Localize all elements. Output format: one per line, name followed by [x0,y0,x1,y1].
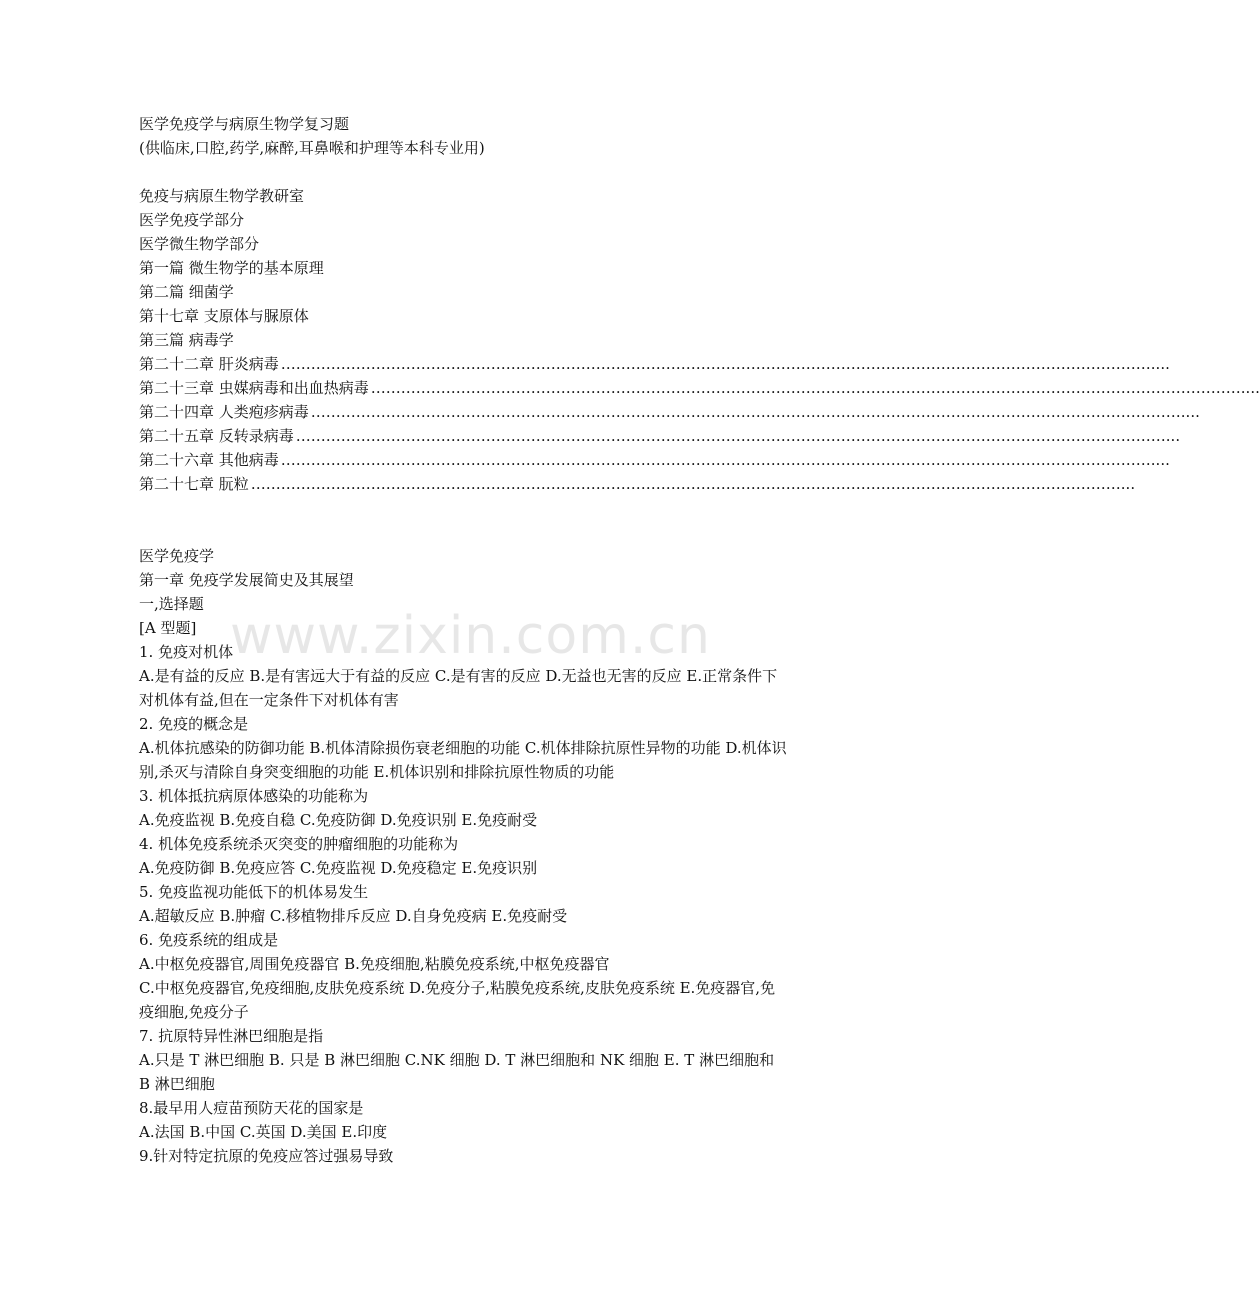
part-microbiology: 医学微生物学部分 [139,235,260,253]
outline-chapter-17: 第十七章 支原体与脲原体 [139,307,309,325]
toc-entry-24 [139,400,1200,424]
question-4: 4. 机体免疫系统杀灭突变的肿瘤细胞的功能称为 [139,835,459,853]
question-7-options: A.只是 T 淋巴细胞 B. 只是 B 淋巴细胞 C.NK 细胞 D. T 淋巴细胞和 NK 细胞 E. T 淋巴细胞和 B 淋巴细胞 [139,1051,775,1093]
spacer [139,496,787,544]
document-page [139,112,1260,1168]
doc-subtitle: (供临床,口腔,药学,麻醉,耳鼻喉和护理等本科专业用) [139,139,485,157]
question-2-options: A.机体抗感染的防御功能 B.机体清除损伤衰老细胞的功能 C.机体排除抗原性异物的功能 D.机体识别,杀灭与清除自身突变细胞的功能 E.机体识别和排除抗原性物质的功能 [139,739,787,781]
outline-part-2: 第二篇 细菌学 [139,283,234,301]
question-5-options: A.超敏反应 B.肿瘤 C.移植物排斥反应 D.自身免疫病 E.免疫耐受 [139,907,568,925]
doc-title: 医学免疫学与病原生物学复习题 [139,115,350,133]
section-title: 医学免疫学 [139,547,215,565]
question-6-options-cde: C.中枢免疫器官,免疫细胞,皮肤免疫系统 D.免疫分子,粘膜免疫系统,皮肤免疫系统 E.免疫器官,免疫细胞,免疫分子 [139,979,776,1021]
question-7: 7. 抗原特异性淋巴细胞是指 [139,1027,324,1045]
toc-end: .. [1160,355,1170,373]
question-type-heading: [A 型题] [139,619,197,637]
toc-end: .. [1250,379,1260,397]
toc-end: .. [1190,403,1200,421]
toc-label: 第二十七章 朊粒 [139,475,249,493]
toc-entry-23 [139,376,1260,400]
outline-part-3: 第三篇 病毒学 [139,331,234,349]
toc-leader: ………………………………………………………………………………………………………………………………………………………….. [295,427,1176,445]
question-3-options: A.免疫监视 B.免疫自稳 C.免疫防御 D.免疫识别 E.免疫耐受 [139,811,538,829]
question-part-heading: 一,选择题 [139,595,204,613]
toc-entry-27 [139,472,1136,496]
question-8: 8.最早用人痘苗预防天花的国家是 [139,1099,364,1117]
toc-leader: ………………………………………………………………………………………………………………………………………………………….. [280,355,1161,373]
department-name: 免疫与病原生物学教研室 [139,187,305,205]
toc-label: 第二十四章 人类疱疹病毒 [139,403,309,421]
question-6-options-ab: A.中枢免疫器官,周围免疫器官 B.免疫细胞,粘膜免疫系统,中枢免疫器官 [139,955,610,973]
toc-end: .. [1160,451,1170,469]
toc-entry-25 [139,424,1181,448]
toc-entry-26 [139,448,1170,472]
toc-leader: ………………………………………………………………………………………………………………………………………………………….. [250,475,1131,493]
toc-end: . [1130,475,1136,493]
toc-label: 第二十二章 肝炎病毒 [139,355,279,373]
question-3: 3. 机体抵抗病原体感染的功能称为 [139,787,369,805]
toc-label: 第二十六章 其他病毒 [139,451,279,469]
question-8-options: A.法国 B.中国 C.英国 D.美国 E.印度 [139,1123,388,1141]
question-1-options: A.是有益的反应 B.是有害远大于有益的反应 C.是有害的反应 D.无益也无害的反应 E.正常条件下对机体有益,但在一定条件下对机体有害 [139,667,778,709]
toc-label: 第二十三章 虫媒病毒和出血热病毒 [139,379,369,397]
toc-leader: ………………………………………………………………………………………………………………………………………………………….. [370,379,1251,397]
question-1: 1. 免疫对机体 [139,643,234,661]
toc-end: . [1175,427,1181,445]
toc-label: 第二十五章 反转录病毒 [139,427,294,445]
question-6: 6. 免疫系统的组成是 [139,931,279,949]
question-9: 9.针对特定抗原的免疫应答过强易导致 [139,1147,394,1165]
site-watermark: www.zixin.com.cn [230,606,711,666]
outline-part-1: 第一篇 微生物学的基本原理 [139,259,324,277]
question-2: 2. 免疫的概念是 [139,715,249,733]
toc-leader: ………………………………………………………………………………………………………………………………………………………….. [280,451,1161,469]
part-immunology: 医学免疫学部分 [139,211,245,229]
question-4-options: A.免疫防御 B.免疫应答 C.免疫监视 D.免疫稳定 E.免疫识别 [139,859,538,877]
chapter-title: 第一章 免疫学发展简史及其展望 [139,571,354,589]
toc-leader: ………………………………………………………………………………………………………………………………………………………….. [310,403,1191,421]
toc-entry-22 [139,352,1170,376]
question-5: 5. 免疫监视功能低下的机体易发生 [139,883,369,901]
spacer [139,160,787,184]
